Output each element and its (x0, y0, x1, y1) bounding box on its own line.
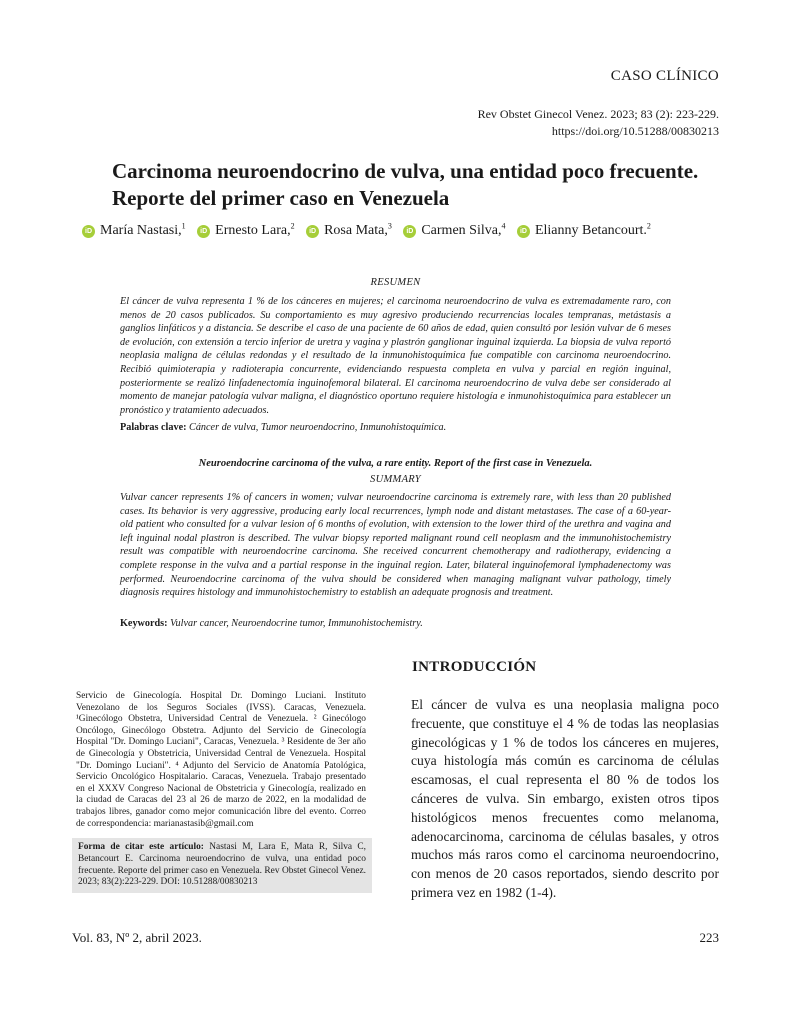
resumen-heading: RESUMEN (370, 277, 421, 288)
orcid-icon[interactable]: iD (82, 225, 95, 238)
introduction-text: El cáncer de vulva es una neoplasia maligna poco frecuente, que constituye el 4 % de todas las neoplasias ginecológicas y 1 % de todos los cánceres en mujeres, cuya histología más común es carcinoma de células escamosas, el cual representa el 80 % de todos los cánceres de vulva. Sin embargo, existen otros tipos histológicos menos frecuentes como melanoma, adenocarcinoma, carcinoma de células basales, y otros muchos más raros como el carcinoma neuroendocrino, con menos de 20 casos reportados, siendo descrito por primera vez en 1982 (1-4). (411, 697, 719, 900)
author-name: Ernesto Lara, (215, 222, 291, 238)
how-to-cite-label: Forma de citar este artículo: (78, 842, 204, 852)
author-name: Carmen Silva, (421, 222, 502, 238)
orcid-icon[interactable]: iD (306, 225, 319, 238)
author-1[interactable] (82, 223, 186, 238)
author-affiliation-number: 3 (387, 221, 392, 230)
resumen-keywords (120, 421, 671, 435)
how-to-cite-box (72, 838, 372, 893)
page-number: 223 (699, 930, 719, 945)
author-affiliation-number: 4 (501, 221, 506, 230)
how-to-cite-text: Nastasi M, Lara E, Mata R, Silva C, Betancourt E. Carcinoma neuroendocrino de vulva, una entidad poco frecuente. Reporte del primer caso en Venezuela. Rev Obstet Ginecol Venez. 2023; 83(2):223-229. DOI: 10.51288/00830213 (78, 842, 367, 888)
author-4[interactable] (403, 223, 505, 238)
summary-text: Vulvar cancer represents 1% of cancers in women; vulvar neuroendocrine carcinoma is extremely rare, with less than 20 published cases. Its behavior is very aggressive, producing early local recurrences, lymph node and distant metastases. The case of a 60-year-old patient who consulted for a vulvar lesion of 6 months of evolution, with extension to the lower third of the urethra and vagina and left inguinal nodal plastron is described. The vulvar biopsy reported malignant round cell neoplasm and the immunohistochemistry result was compatible with neuroendocrine carcinoma. She received concurrent chemotherapy and radiotherapy, evidencing a complete response in the vulva and a partial response in the inguinal region. Later, bilateral inguinofemoral lymphadenectomy was performed. Neuroendocrine carcinoma of the vulva should be considered when managing malignant vulvar pathology, timely diagnosis requires histology and immunohistochemistry to establish an adequate prognosis and treatment. (120, 492, 671, 599)
author-affiliation-number: 2 (290, 221, 295, 230)
affiliations: Servicio de Ginecología. Hospital Dr. Domingo Luciani. Instituto Venezolano de los Seguros Sociales (IVSS). Caracas, Venezuela. ¹Ginecólogo Obstetra, Universidad Central de Venezuela. ² Ginecólogo Oncólogo, Ginecólogo Obstetra. Adjunto del Servicio de Ginecología Hospital "Dr. Domingo Luciani", Caracas, Venezuela. ³ Residente de 3er año de Ginecología y Obstetricia, Universidad Central de Venezuela. Hospital "Dr. Domingo Luciani". ⁴ Adjunto del Servicio de Anatomía Patológica, Servicio Oncológico Hospitalario. Caracas, Venezuela. Trabajo presentado en el XXXV Congreso Nacional de Obstetricia y Ginecología, realizado en la ciudad de Caracas del 23 al 26 de marzo de 2022, en la modalidad de trabajos libres, ganador como mejor comunicación libre del evento. Correo de correspondencia: marianastasib@gmail.com (76, 691, 366, 829)
author-affiliation-number: 2 (646, 221, 651, 230)
summary-heading: SUMMARY (370, 474, 421, 485)
author-name: María Nastasi, (100, 222, 182, 238)
section-label: CASO CLÍNICO (610, 68, 719, 84)
article-title (112, 158, 712, 212)
orcid-icon[interactable]: iD (197, 225, 210, 238)
author-3[interactable] (306, 223, 392, 238)
orcid-icon[interactable]: iD (403, 225, 416, 238)
author-name: Elianny Betancourt. (534, 222, 647, 238)
author-list (82, 221, 722, 239)
resumen-text: El cáncer de vulva representa 1 % de los cánceres en mujeres; el carcinoma neuroendocrino de vulva es extremadamente raro, con menos de 20 casos publicados. Su comportamiento es muy agresivo produciendo recurrencias locales tempranas, metástasis a ganglios linfáticos y a distancia. Se describe el caso de una paciente de 60 años de edad, quien consultó por lesión vulvar de 6 meses de evolución, con extensión a tercio inferior de uretra y vagina y plastrón ganglionar inguinal izquierda. La biopsia de vulva reportó neoplasia maligna de células redondas y el resultado de la inmunohistoquímica fue compatible con carcinoma neuroendocrino. Recibió quimioterapia y radioterapia concurrente, evidenciando respuesta completa en vulva y parcial en región inguinal, posteriormente se realizó linfadenectomía inguinofemoral bilateral. El carcinoma neuroendocrino de vulva debe ser considerado al momento de manejar patología vulvar maligna, el diagnóstico oportuno requiere histología e inmunohistoquímica para establecer un pronóstico y tratamiento adecuados. (120, 296, 671, 416)
keywords-value: Cáncer de vulva, Tumor neuroendocrino, Inmunohistoquímica. (189, 422, 447, 433)
author-affiliation-number: 1 (181, 221, 186, 230)
journal-citation (478, 106, 719, 140)
summary-keywords (120, 617, 671, 631)
footer-issue: Vol. 83, Nº 2, abril 2023. (72, 930, 202, 945)
author-5[interactable] (517, 223, 651, 238)
citation-doi-link[interactable]: https://doi.org/10.51288/00830213 (551, 124, 719, 138)
keywords-label: Keywords: (120, 618, 168, 629)
title-line-1: Carcinoma neuroendocrino de vulva, una entidad poco frecuente. (112, 159, 699, 183)
citation-journal: Rev Obstet Ginecol Venez. 2023; 83 (2): 223-229. (477, 107, 719, 121)
keywords-label: Palabras clave: (120, 422, 187, 433)
orcid-icon[interactable]: iD (517, 225, 530, 238)
title-line-2: Reporte del primer caso en Venezuela (112, 186, 450, 210)
keywords-value: Vulvar cancer, Neuroendocrine tumor, Immunohistochemistry. (170, 618, 423, 629)
introduction-heading: INTRODUCCIÓN (412, 659, 537, 675)
author-name: Rosa Mata, (324, 222, 388, 238)
author-2[interactable] (197, 223, 294, 238)
english-title: Neuroendocrine carcinoma of the vulva, a rare entity. Report of the first case in Venezuela. (198, 458, 593, 469)
